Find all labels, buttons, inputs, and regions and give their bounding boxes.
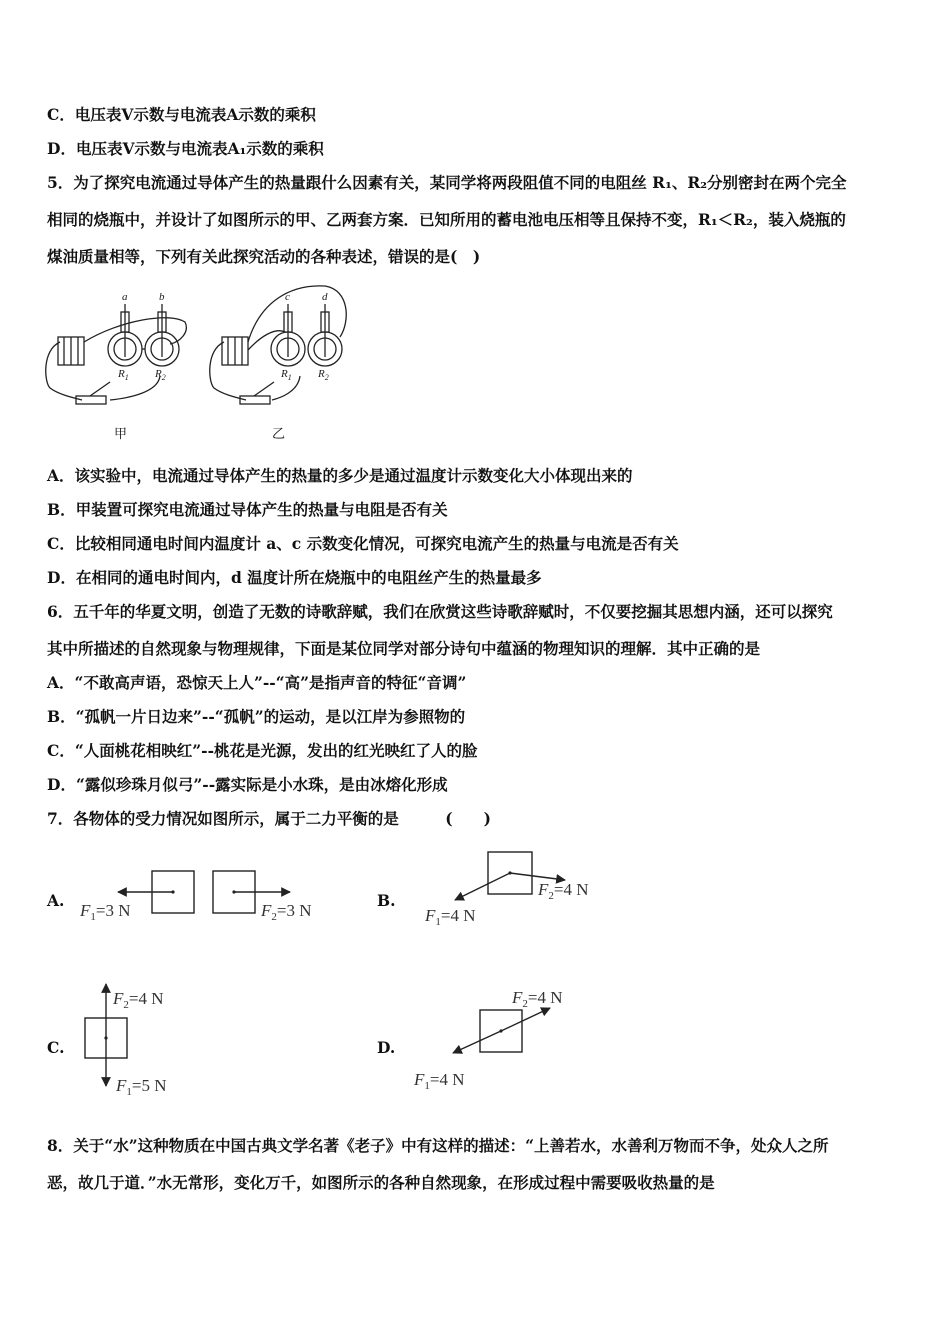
q5-stem-line2: 相同的烧瓶中，并设计了如图所示的甲、乙两套方案．已知所用的蓄电池电压相等且保持不变，R₁＜R₂，装入烧瓶的 <box>47 210 846 229</box>
resistor-label-r2-jia: $R_2$ <box>155 368 166 382</box>
q5-option-d: D．在相同的通电时间内，d 温度计所在烧瓶中的电阻丝产生的热量最多 <box>47 568 542 587</box>
q5-stem-line3: 煤油质量相等，下列有关此探究活动的各种表述，错误的是( ) <box>47 247 481 266</box>
q6-stem-line1: 6．五千年的华夏文明，创造了无数的诗歌辞赋，我们在欣赏这些诗歌辞赋时，不仅要挖掘其思想内涵，还可以探究 <box>47 602 833 621</box>
thermometer-label-b: b <box>159 291 165 303</box>
caption-yi: 乙 <box>272 427 286 442</box>
thermometer-label-c: c <box>285 291 290 303</box>
force-d-f1-label: $F_1=4$ N <box>414 1070 465 1092</box>
q6-option-c: C．“人面桃花相映红”--桃花是光源，发出的红光映红了人的脸 <box>47 741 478 760</box>
q6-option-d: D．“露似珍珠月似弓”--露实际是小水珠，是由冰熔化形成 <box>47 775 448 794</box>
q7-option-d-label: D. <box>377 1038 396 1057</box>
q5-option-b: B．甲装置可探究电流通过导体产生的热量与电阻是否有关 <box>47 500 448 519</box>
q5-option-a: A．该实验中，电流通过导体产生的热量的多少是通过温度计示数变化大小体现出来的 <box>47 466 633 485</box>
force-d-arrow-f1 <box>453 1031 501 1053</box>
q5-option-c: C．比较相同通电时间内温度计 a、c 示数变化情况，可探究电流产生的热量与电流是否有关 <box>47 534 679 553</box>
thermometer-label-a: a <box>122 291 128 303</box>
q4-option-d: D．电压表V示数与电流表A₁示数的乘积 <box>47 139 324 158</box>
resistor-label-r1-jia: $R_1$ <box>118 368 129 382</box>
q8-stem-line1: 8．关于“水”这种物质在中国古典文学名著《老子》中有这样的描述：“上善若水，水善利万物而不争，处众人之所 <box>47 1136 829 1155</box>
force-c-f2-label: $F_2=4$ N <box>113 989 164 1011</box>
q7-stem: 7．各物体的受力情况如图所示，属于二力平衡的是 ( ) <box>47 809 491 828</box>
force-d-f2-label: $F_2=4$ N <box>512 988 563 1010</box>
force-a-f1-label: $F_1=3$ N <box>80 901 131 923</box>
q6-option-b: B．“孤帆一片日边来”--“孤帆”的运动，是以江岸为参照物的 <box>47 707 466 726</box>
force-b-arrow-f1 <box>455 873 510 900</box>
resistor-label-r2-yi: $R_2$ <box>318 368 329 382</box>
force-d-arrow-f2 <box>501 1008 550 1031</box>
q4-option-c: C．电压表V示数与电流表A示数的乘积 <box>47 105 316 124</box>
q6-option-a: A．“不敢高声语，恐惊天上人”--“高”是指声音的特征“音调” <box>47 673 467 692</box>
q8-stem-line2: 恶，故几于道．”水无常形，变化万千，如图所示的各种自然现象，在形成过程中需要吸收热量的是 <box>47 1173 715 1192</box>
force-a-f2-label: $F_2=3$ N <box>261 901 312 923</box>
force-b-f2-label: $F_2=4$ N <box>538 880 589 902</box>
q5-stem-line1: 5．为了探究电流通过导体产生的热量跟什么因素有关，某同学将两段阻值不同的电阻丝 R₁、R₂分别密封在两个完全 <box>47 173 847 192</box>
q7-option-a-label: A. <box>47 891 65 910</box>
force-c-f1-label: $F_1=5$ N <box>116 1076 167 1098</box>
q7-option-b-label: B. <box>377 891 396 910</box>
caption-jia: 甲 <box>114 427 128 442</box>
force-b-f1-label: $F_1=4$ N <box>425 906 476 928</box>
q7-option-c-label: C. <box>47 1038 65 1057</box>
q6-stem-line2: 其中所描述的自然现象与物理规律，下面是某位同学对部分诗句中蕴涵的物理知识的理解．其中正确的是 <box>47 639 761 658</box>
resistor-label-r1-yi: $R_1$ <box>281 368 292 382</box>
thermometer-label-d: d <box>322 291 328 303</box>
force-b-arrow-f2 <box>510 873 565 880</box>
